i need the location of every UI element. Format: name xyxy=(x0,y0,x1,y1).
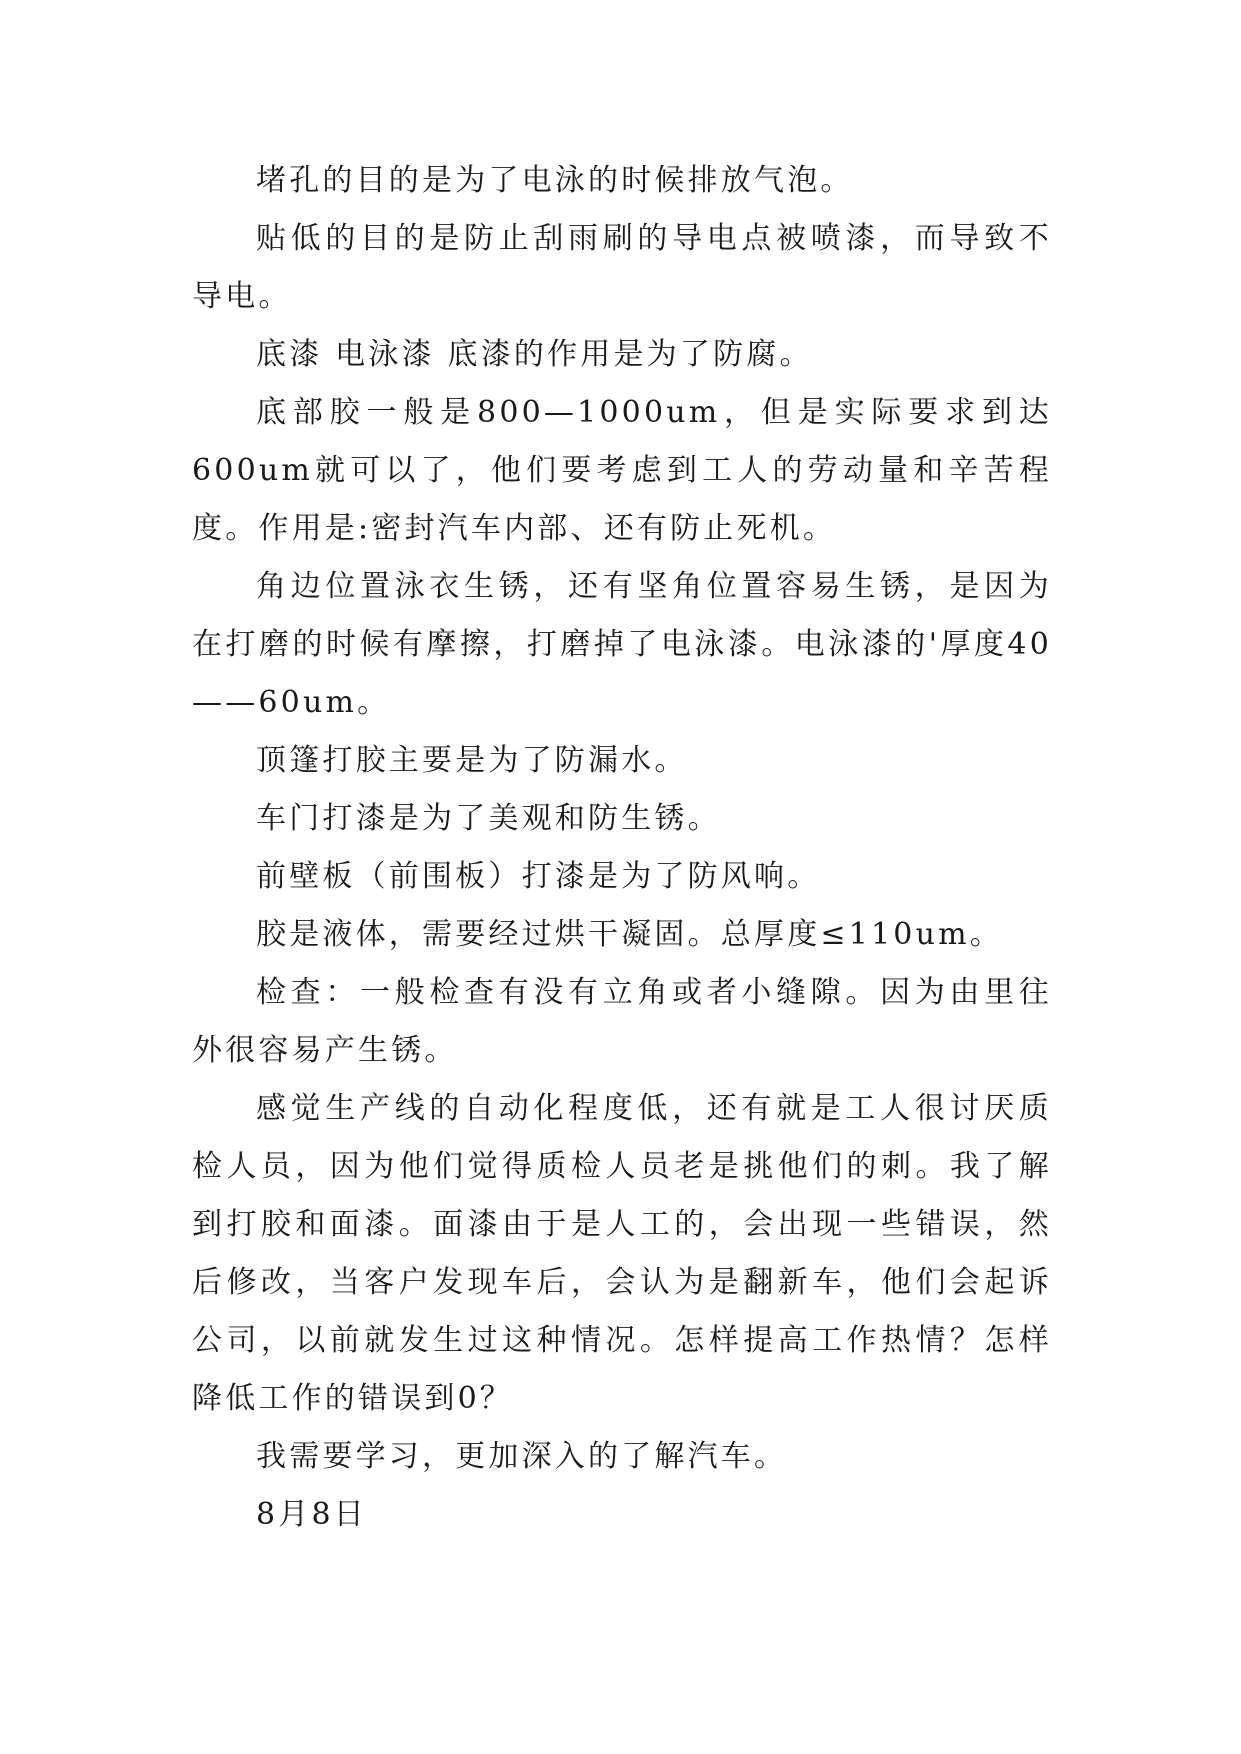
paragraph-date: 8月8日 xyxy=(256,1497,367,1532)
paragraph-primer: 底漆 电泳漆 底漆的作用是为了防腐。 xyxy=(256,337,813,372)
paragraph-corner-rust: 角边位置泳衣生锈，还有坚角位置容易生锈，是因为在打磨的时候有摩擦，打磨掉了电泳漆。电泳漆的'厚度40——60um。 xyxy=(192,569,1052,720)
paragraph-dash-panel: 前壁板（前围板）打漆是为了防风响。 xyxy=(256,859,821,894)
paragraph-impressions: 感觉生产线的自动化程度低，还有就是工人很讨厌质检人员，因为他们觉得质检人员老是挑他们的刺。我了解到打胶和面漆。面漆由于是人工的，会出现一些错误，然后修改，当客户发现车后，会认为是翻新车，他们会起诉公司，以前就发生过这种情况。怎样提高工作热情？怎样降低工作的错误到0？ xyxy=(192,1091,1052,1416)
document-body xyxy=(192,152,1052,1544)
paragraph-roof-sealant: 顶篷打胶主要是为了防漏水。 xyxy=(256,743,688,778)
paragraph-masking-tape: 贴低的目的是防止刮雨刷的导电点被喷漆，而导致不导电。 xyxy=(192,221,1052,314)
paragraph-sealant-thickness: 胶是液体，需要经过烘干凝固。总厚度≤110um。 xyxy=(256,917,1003,952)
paragraph-door-paint: 车门打漆是为了美观和防生锈。 xyxy=(256,801,721,836)
paragraph-inspection: 检查：一般检查有没有立角或者小缝隙。因为由里往外很容易产生锈。 xyxy=(192,975,1052,1068)
paragraph-learning: 我需要学习，更加深入的了解汽车。 xyxy=(256,1439,788,1474)
paragraph-plug-holes: 堵孔的目的是为了电泳的时候排放气泡。 xyxy=(256,163,854,198)
paragraph-underbody-sealant: 底部胶一般是800—1000um，但是实际要求到达600um就可以了，他们要考虑到工人的劳动量和辛苦程度。作用是:密封汽车内部、还有防止死机。 xyxy=(192,395,1052,546)
